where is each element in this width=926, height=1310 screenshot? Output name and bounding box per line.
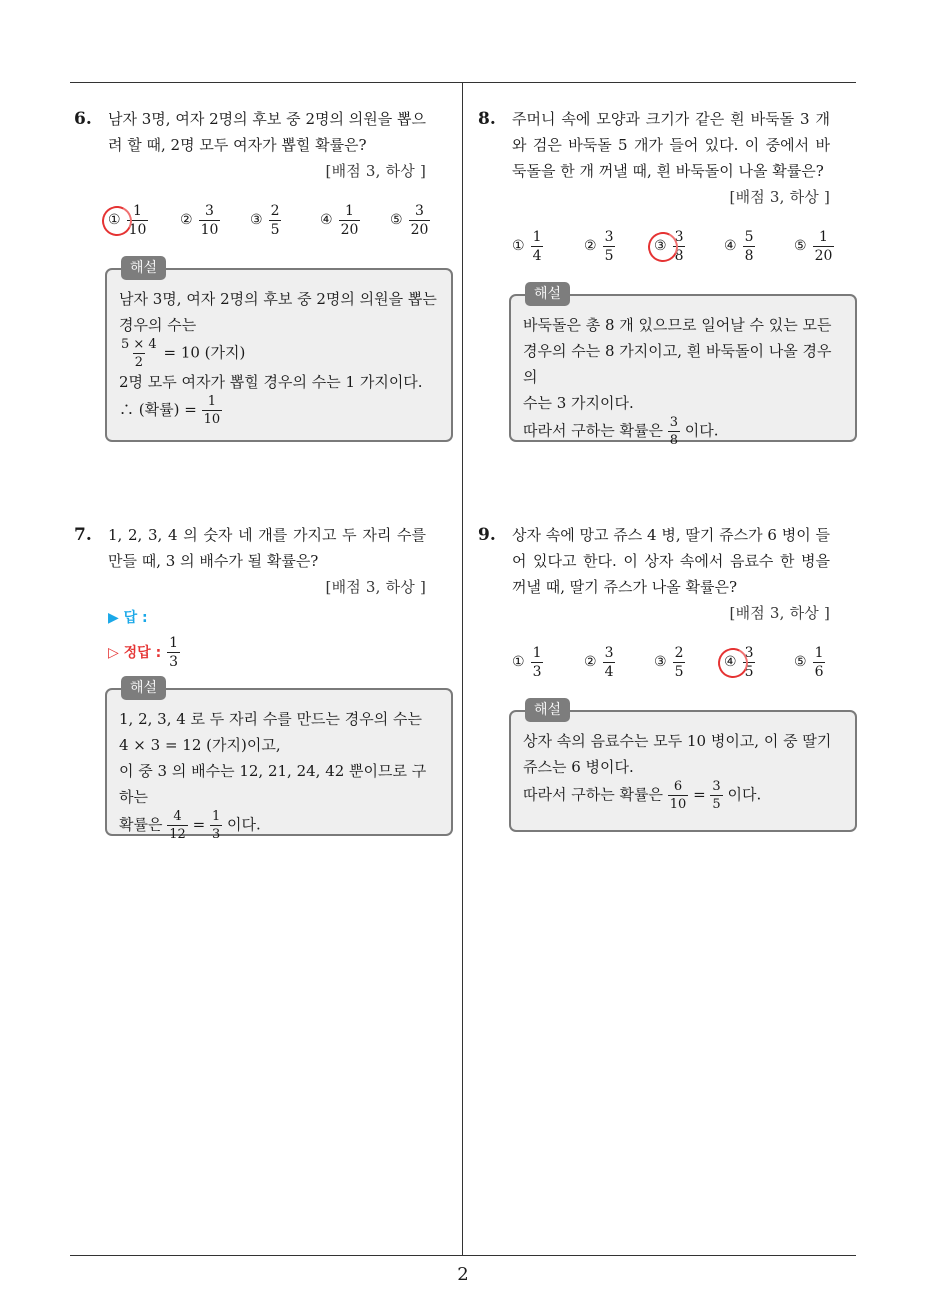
choice-fraction [603, 230, 616, 263]
solution-label: 해설 [525, 698, 570, 722]
fraction-denominator: 6 [814, 663, 824, 680]
choice-fraction [743, 230, 756, 263]
fraction-denominator: 5 [674, 663, 684, 680]
fraction-numerator: 3 [712, 779, 721, 794]
fraction-numerator: 1 [211, 809, 221, 824]
solution-text: 이다. [227, 815, 261, 834]
fraction-numerator: 1 [532, 644, 542, 661]
column-divider [462, 82, 463, 1255]
fraction-denominator: 10 [669, 797, 687, 812]
solution-text: ∴ (확률) = [119, 400, 197, 419]
choice-3[interactable] [654, 640, 685, 684]
question-meta: [배점 3, 하상 ] [325, 162, 426, 180]
fraction-denominator: 3 [169, 654, 179, 670]
question-text: 1, 2, 3, 4 의 숫자 네 개를 가지고 두 자리 수를 만들 때, 3 의 배수가 될 확률은? [108, 526, 426, 570]
fraction-numerator: 1 [133, 202, 142, 219]
solution-text: 따라서 구하는 확률은 [523, 785, 663, 804]
choice-fraction [269, 204, 282, 237]
fraction-numerator: 1 [532, 228, 542, 245]
choice-mark-selected: ① [108, 212, 121, 228]
question-number: 8. [478, 109, 496, 129]
solution-line: 경우의 수는 [119, 316, 197, 334]
fraction-numerator: 1 [207, 394, 216, 409]
fraction-numerator: 3 [674, 228, 684, 245]
question-meta: [배점 3, 하상 ] [729, 188, 830, 206]
solution-text: = [693, 785, 706, 804]
fraction-denominator: 5 [604, 247, 614, 264]
choice-5[interactable] [390, 198, 430, 242]
choice-fraction [813, 646, 826, 679]
solution-text: 따라서 구하는 확률은 [523, 421, 663, 440]
fraction-denominator: 3 [211, 827, 221, 842]
fraction-numerator: 3 [669, 415, 679, 430]
choice-fraction [199, 204, 221, 237]
choice-fraction [531, 230, 544, 263]
fraction-numerator: 4 [173, 809, 182, 824]
choice-mark: ⑤ [794, 654, 807, 670]
choice-fraction [339, 204, 361, 237]
fraction-numerator: 5 × 4 [121, 337, 157, 352]
choice-mark: ① [512, 654, 525, 670]
choice-3[interactable] [654, 224, 685, 268]
choice-mark-selected: ③ [654, 238, 667, 254]
solution-fraction [668, 416, 680, 447]
fraction-denominator: 10 [203, 412, 221, 427]
solution-label: 해설 [121, 676, 166, 700]
fraction-numerator: 3 [604, 228, 614, 245]
choice-4[interactable] [320, 198, 360, 242]
choice-mark: ④ [724, 238, 737, 254]
solution-line [119, 810, 439, 841]
solution-label: 해설 [525, 282, 570, 306]
question-meta: [배점 3, 하상 ] [729, 604, 830, 622]
choice-list [108, 198, 429, 242]
fraction-numerator: 5 [744, 228, 754, 245]
solution-text: = [192, 815, 206, 834]
solution-fraction [668, 780, 689, 811]
solution-text: = 10 (가지) [163, 343, 246, 362]
choice-fraction [603, 646, 616, 679]
solution-fraction [119, 338, 159, 369]
solution-fraction [202, 395, 223, 426]
choice-fraction [813, 230, 835, 263]
fraction-denominator: 4 [532, 247, 542, 264]
choice-4[interactable] [724, 640, 755, 684]
choice-mark: ④ [320, 212, 333, 228]
page-number: 2 [457, 1264, 469, 1285]
choice-mark: ② [584, 238, 597, 254]
fraction-denominator: 20 [814, 247, 833, 264]
fraction-denominator: 5 [712, 797, 721, 812]
choice-mark: ② [584, 654, 597, 670]
fraction-denominator: 10 [200, 221, 219, 238]
question-meta: [배점 3, 하상 ] [325, 578, 426, 596]
fraction-denominator: 12 [169, 827, 186, 842]
fraction-denominator: 5 [270, 221, 280, 238]
choice-fraction [409, 204, 431, 237]
fraction-numerator: 3 [604, 644, 614, 661]
question-text: 남자 3명, 여자 2명의 후보 중 2명의 의원을 뽑으려 할 때, 2명 모두 여자가 뽑힐 확률은? [108, 110, 426, 154]
solution-line [523, 416, 843, 447]
question-6 [74, 106, 429, 242]
choice-mark: ③ [250, 212, 263, 228]
fraction-numerator: 2 [270, 202, 280, 219]
choice-fraction [531, 646, 544, 679]
answer-label: ▶ 답 : [108, 610, 148, 626]
fraction-denominator: 10 [128, 221, 147, 238]
fraction-denominator: 8 [669, 433, 679, 448]
solution-line: 수는 3 가지이다. [523, 394, 634, 412]
fraction-numerator: 6 [673, 779, 683, 794]
choice-4[interactable] [724, 224, 755, 268]
solution-fraction [167, 810, 188, 841]
correct-answer-fraction [167, 636, 180, 669]
solution-fraction [710, 780, 722, 811]
solution-line: 경우의 수는 8 가지이고, 흰 바둑돌이 나올 경우의 [523, 342, 832, 386]
fraction-denominator: 5 [744, 663, 754, 680]
solution-text: 확률은 [119, 815, 163, 834]
solution-fraction [210, 810, 222, 841]
solution-text: 이다. [684, 421, 719, 440]
solution-line: 4 × 3 = 12 (가지)이고, [119, 736, 281, 754]
choice-1[interactable] [108, 198, 148, 242]
solution-box-9 [509, 702, 857, 832]
choice-3[interactable] [250, 198, 281, 242]
fraction-denominator: 2 [134, 355, 143, 370]
fraction-numerator: 2 [674, 644, 684, 661]
choice-list [512, 640, 830, 684]
solution-line: 쥬스는 6 병이다. [523, 758, 634, 776]
top-rule [70, 82, 856, 83]
fraction-denominator: 4 [604, 663, 614, 680]
question-number: 9. [478, 525, 496, 545]
solution-line: 2명 모두 여자가 뽑힐 경우의 수는 1 가지이다. [119, 373, 423, 391]
fraction-numerator: 1 [169, 635, 179, 651]
choice-mark: ③ [654, 654, 667, 670]
choice-mark: ② [180, 212, 193, 228]
choice-mark-selected: ④ [724, 654, 737, 670]
choice-fraction [673, 646, 686, 679]
bottom-rule [70, 1255, 856, 1256]
solution-line: 상자 속의 음료수는 모두 10 병이고, 이 중 딸기 [523, 732, 832, 750]
choice-5[interactable] [794, 224, 834, 268]
choice-1[interactable] [512, 224, 543, 268]
choice-1[interactable] [512, 640, 543, 684]
choice-mark: ⑤ [794, 238, 807, 254]
fraction-denominator: 3 [532, 663, 542, 680]
question-number: 6. [74, 109, 92, 129]
choice-2[interactable] [584, 224, 615, 268]
choice-mark: ⑤ [390, 212, 403, 228]
solution-box-7 [105, 680, 453, 842]
fraction-denominator: 20 [340, 221, 359, 238]
question-text: 상자 속에 망고 쥬스 4 병, 딸기 쥬스가 6 병이 들어 있다고 한다. 이 상자 속에서 음료수 한 병을 꺼낼 때, 딸기 쥬스가 나올 확률은? [512, 526, 830, 596]
solution-box-8 [509, 286, 857, 448]
solution-line [119, 338, 439, 369]
solution-line [119, 395, 439, 426]
solution-line: 1, 2, 3, 4 로 두 자리 수를 만드는 경우의 수는 [119, 710, 423, 728]
fraction-numerator: 3 [415, 202, 424, 219]
solution-line: 바둑돌은 총 8 개 있으므로 일어날 수 있는 모든 [523, 316, 832, 334]
fraction-denominator: 8 [674, 247, 684, 264]
fraction-denominator: 8 [744, 247, 754, 264]
question-number: 7. [74, 525, 92, 545]
solution-line: 남자 3명, 여자 2명의 후보 중 2명의 의원을 뽑는 [119, 290, 437, 308]
correct-answer [74, 636, 426, 669]
question-9 [478, 522, 830, 684]
correct-answer-label: ▷ 정답 : [108, 644, 162, 661]
choice-5[interactable] [794, 640, 825, 684]
choice-2[interactable] [180, 198, 220, 242]
fraction-numerator: 3 [744, 644, 754, 661]
question-8 [478, 106, 833, 268]
question-text: 주머니 속에 모양과 크기가 같은 흰 바둑돌 3 개와 검은 바둑돌 5 개가 들어 있다. 이 중에서 바둑돌을 한 개 꺼낼 때, 흰 바둑돌이 나올 확률은? [512, 110, 830, 180]
fraction-numerator: 1 [814, 644, 824, 661]
choice-2[interactable] [584, 640, 615, 684]
solution-text: 이다. [727, 785, 762, 804]
solution-line [523, 780, 843, 811]
solution-box-6 [105, 260, 453, 442]
choice-list [512, 224, 833, 268]
choice-mark: ① [512, 238, 525, 254]
fraction-denominator: 20 [410, 221, 429, 238]
fraction-numerator: 3 [205, 202, 214, 219]
fraction-numerator: 1 [819, 228, 828, 245]
fraction-numerator: 1 [345, 202, 354, 219]
solution-label: 해설 [121, 256, 166, 280]
solution-line: 이 중 3 의 배수는 12, 21, 24, 42 뿐이므로 구하는 [119, 762, 427, 806]
question-7 [74, 522, 426, 669]
